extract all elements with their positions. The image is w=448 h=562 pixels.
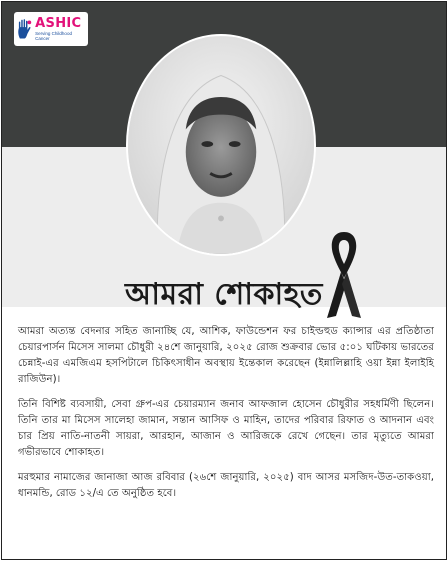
portrait-photo [126,34,316,256]
paragraph-family: তিনি বিশিষ্ট ব্যবসায়ী, সেবা গ্রুপ-এর চেয়ারম্যান জনাব আফজাল হোসেন চৌধুরীর সহধর্মিণী ছিলেন। তিনি তার মা মিসেস সালেহা জামান, সন্তান আসিফ ও মাহিন, তাদের পরিবার রিফাত ও আদনান এবং চার প্রিয় নাতি-নাতনী সায়রা, আরহান, আজান ও আরিজকে রেখে গেছেন। তার মৃত্যুতে আমরা গভীরভাবে শোকাহত। [18,399,434,458]
logo-tagline: Serving Childhood Cancer [35,31,72,41]
page-title: আমরা শোকাহত [125,277,323,312]
hand-icon [17,18,32,40]
ashic-logo [14,12,88,46]
obituary-page [1,1,447,560]
paragraph-janaza: মরহুমার নামাজের জানাজা আজ রবিবার (২৬শে জানুয়ারি, ২০২৫) বাদ আসর মসজিদ-উত-তাকওয়া, ধানমন্ডি, রোড ১২/এ তে অনুষ্ঠিত হবে। [18,472,434,499]
paragraph-death-notice: আমরা অত্যন্ত বেদনার সহিত জানাচ্ছি যে, আশিক, ফাউন্ডেশন ফর চাইল্ডহুড ক্যান্সার এর প্রতিষ্ঠাতা চেয়ারপার্সন মিসেস সালমা চৌধুরী ২৪শে জানুয়ারি, ২০২৫ রোজ শুক্রবার ভোর ৫:০১ ঘটিকায় ভারতের চেন্নাই-এর এমজিএম হসপিটালে চিকিৎসাধীন অবস্থায় ইন্তেকাল করেছেন (ইন্নালিল্লাহি ওয়া ইন্না ইলাইহি রাজিউন)। [18,326,434,385]
logo-text [35,17,85,41]
portrait-image [128,36,314,254]
logo-name: ASHIC [35,16,82,31]
announcement-body [18,324,434,511]
